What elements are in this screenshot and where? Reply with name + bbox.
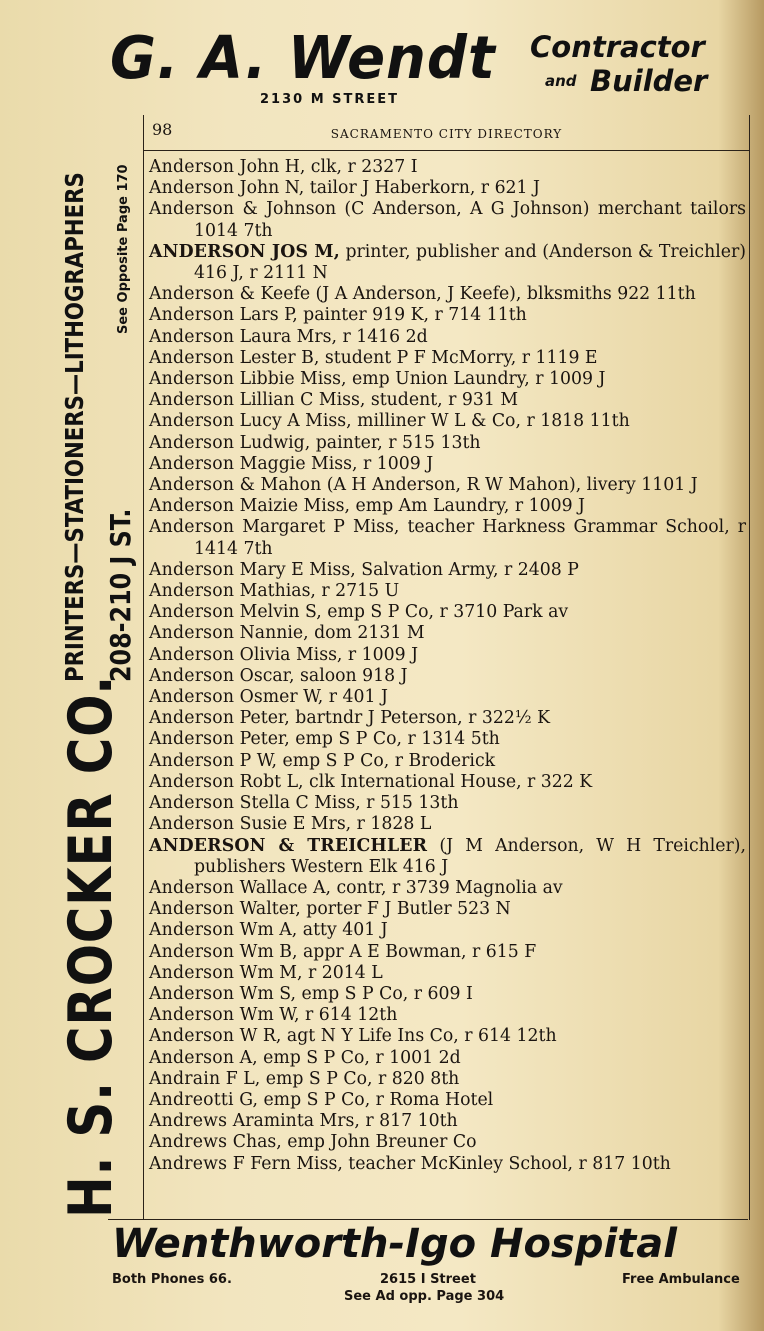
directory-entry	[149, 836, 746, 878]
directory-entry	[149, 242, 746, 284]
entry-name: Anderson	[149, 305, 235, 326]
wendt-trade-and: and	[545, 72, 577, 90]
entry-details: Chas, emp John Breuner Co	[227, 1132, 477, 1153]
directory-entry	[149, 157, 746, 178]
directory-entry	[149, 1111, 746, 1132]
entry-details: Araminta Mrs, r 817 10th	[227, 1111, 458, 1132]
entry-name: Anderson	[149, 644, 235, 665]
crocker-see-page: See Opposite Page 170	[116, 164, 131, 334]
entry-name: Anderson	[149, 559, 235, 580]
entry-name: Andrews	[149, 1153, 228, 1174]
entry-name: Anderson	[149, 517, 235, 538]
directory-entry	[149, 496, 746, 517]
entry-name: Anderson	[149, 623, 235, 644]
entry-details: Stella C Miss, r 515 13th	[234, 793, 459, 814]
wendt-trade-builder: Builder	[590, 64, 708, 98]
entry-details: Laura Mrs, r 1416 2d	[234, 326, 428, 347]
entry-details: Peter, emp S P Co, r 1314 5th	[234, 729, 500, 750]
directory-entry	[149, 1005, 746, 1026]
entry-details: Maggie Miss, r 1009 J	[234, 453, 434, 474]
entry-details: Lillian C Miss, student, r 931 M	[234, 390, 519, 411]
entry-details: (J M Anderson, W H Treichler), publishers Western Elk 416 J	[194, 835, 746, 877]
entry-name: Anderson	[149, 411, 235, 432]
directory-entry	[149, 645, 746, 666]
entry-name: Andrews	[149, 1111, 228, 1132]
directory-entry	[149, 687, 746, 708]
directory-entry	[149, 602, 746, 623]
hospital-ambulance: Free Ambulance	[622, 1272, 740, 1287]
directory-entry	[149, 284, 746, 305]
entry-name: Anderson	[149, 729, 235, 750]
directory-column	[143, 115, 750, 1220]
entry-name: Anderson	[149, 941, 235, 962]
directory-entry	[149, 560, 746, 581]
entry-name: Anderson	[149, 390, 235, 411]
directory-entry	[149, 878, 746, 899]
entry-details: Nannie, dom 2131 M	[234, 623, 425, 644]
entry-name: Andrain	[149, 1068, 221, 1089]
entry-details: Margaret P Miss, teacher Harkness Grammar School, r 1414 7th	[194, 517, 746, 559]
entry-details: Lester B, student P F McMorry, r 1119 E	[234, 347, 598, 368]
directory-entry	[149, 920, 746, 941]
entry-details: Lucy A Miss, milliner W L & Co, r 1818 11th	[234, 411, 630, 432]
crocker-trades: PRINTERS—STATIONERS—LITHOGRAPHERS	[60, 172, 89, 682]
directory-entry	[149, 751, 746, 772]
directory-entry	[149, 348, 746, 369]
entry-details: & Johnson (C Anderson, A G Johnson) merchant tailors 1014 7th	[194, 199, 746, 241]
entry-details: Walter, porter F J Butler 523 N	[234, 899, 511, 920]
entry-name: Anderson	[149, 983, 235, 1004]
entry-details: P W, emp S P Co, r Broderick	[234, 750, 496, 771]
entry-details: Wm B, appr A E Bowman, r 615 F	[234, 941, 537, 962]
entry-details: Ludwig, painter, r 515 13th	[234, 432, 481, 453]
header-rule	[144, 150, 749, 151]
hospital-name: Wenthworth-Igo Hospital	[112, 1221, 677, 1267]
entry-name: ANDERSON JOS M,	[149, 241, 340, 262]
directory-entry	[149, 729, 746, 750]
directory-entry	[149, 1090, 746, 1111]
directory-entry	[149, 984, 746, 1005]
entry-name: Anderson	[149, 432, 235, 453]
wendt-address: 2130 M STREET	[260, 92, 400, 107]
entry-details: Susie E Mrs, r 1828 L	[234, 814, 432, 835]
directory-entry	[149, 411, 746, 432]
directory-entry	[149, 581, 746, 602]
directory-entry	[149, 1154, 746, 1175]
directory-entry	[149, 1069, 746, 1090]
entry-name: Anderson	[149, 326, 235, 347]
directory-entry	[149, 666, 746, 687]
entry-name: ANDERSON & TREICHLER	[149, 835, 428, 856]
entry-name: Anderson	[149, 284, 235, 305]
wendt-advertisement	[110, 20, 760, 110]
entry-name: Anderson	[149, 453, 235, 474]
entry-details: Maizie Miss, emp Am Laundry, r 1009 J	[234, 496, 585, 517]
entry-name: Anderson	[149, 1026, 235, 1047]
entry-name: Anderson	[149, 793, 235, 814]
directory-entry	[149, 433, 746, 454]
entry-details: John N, tailor J Haberkorn, r 621 J	[234, 178, 540, 199]
crocker-address: 208-210 J ST.	[104, 508, 137, 682]
entry-name: Anderson	[149, 1005, 235, 1026]
directory-entry	[149, 305, 746, 326]
entry-name: Anderson	[149, 920, 235, 941]
entry-name: Anderson	[149, 199, 235, 220]
directory-entry	[149, 178, 746, 199]
entry-name: Anderson	[149, 347, 235, 368]
wendt-name: G. A. Wendt	[110, 24, 496, 93]
entry-name: Anderson	[149, 475, 235, 496]
entry-details: Wm S, emp S P Co, r 609 I	[234, 983, 473, 1004]
entry-name: Andreotti	[149, 1089, 234, 1110]
directory-entry	[149, 454, 746, 475]
directory-entry	[149, 899, 746, 920]
entry-name: Anderson	[149, 157, 235, 177]
entry-details: G, emp S P Co, r Roma Hotel	[233, 1089, 494, 1110]
entry-details: Wm A, atty 401 J	[234, 920, 388, 941]
entry-details: Peter, bartndr J Peterson, r 322½ K	[234, 708, 550, 729]
entry-name: Anderson	[149, 178, 235, 199]
footer-rule	[108, 1219, 748, 1220]
entry-name: Anderson	[149, 369, 235, 390]
entry-name: Anderson	[149, 602, 235, 623]
entry-name: Anderson	[149, 1047, 235, 1068]
entry-details: Melvin S, emp S P Co, r 3710 Park av	[234, 602, 569, 623]
entry-name: Andrews	[149, 1132, 228, 1153]
entry-details: F L, emp S P Co, r 820 8th	[220, 1068, 460, 1089]
entry-details: Libbie Miss, emp Union Laundry, r 1009 J	[234, 369, 606, 390]
entry-name: Anderson	[149, 771, 235, 792]
crocker-advertisement	[56, 118, 140, 1218]
directory-entry	[149, 708, 746, 729]
directory-entry	[149, 517, 746, 559]
entry-details: Wallace A, contr, r 3739 Magnolia av	[234, 877, 563, 898]
entry-details: Oscar, saloon 918 J	[234, 665, 408, 686]
directory-entry	[149, 1026, 746, 1047]
directory-entry	[149, 772, 746, 793]
running-title: SACRAMENTO CITY DIRECTORY	[330, 127, 563, 141]
directory-entry	[149, 942, 746, 963]
directory-entry	[149, 1048, 746, 1069]
directory-entry	[149, 327, 746, 348]
entry-name: Anderson	[149, 581, 235, 602]
directory-entry	[149, 369, 746, 390]
entry-details: Lars P, painter 919 K, r 714 11th	[234, 305, 527, 326]
entry-details: & Mahon (A H Anderson, R W Mahon), livery 1101 J	[234, 475, 698, 496]
hospital-phones: Both Phones 66.	[112, 1272, 232, 1287]
wendt-trade-contractor: Contractor	[530, 30, 705, 64]
directory-entry	[149, 793, 746, 814]
entry-name: Anderson	[149, 962, 235, 983]
crocker-name: H. S. CROCKER CO.	[56, 675, 126, 1218]
entry-name: Anderson	[149, 665, 235, 686]
entry-name: Anderson	[149, 877, 235, 898]
entry-details: Robt L, clk International House, r 322 K	[234, 771, 593, 792]
directory-entry	[149, 623, 746, 644]
page-number: 98	[152, 120, 173, 139]
entry-details: Osmer W, r 401 J	[234, 687, 388, 708]
hospital-address: 2615 I Street	[380, 1272, 476, 1287]
entry-details: & Keefe (J A Anderson, J Keefe), blksmiths 922 11th	[234, 284, 696, 305]
directory-entry	[149, 1132, 746, 1153]
entry-details: Olivia Miss, r 1009 J	[234, 644, 419, 665]
hospital-see-page: See Ad opp. Page 304	[344, 1289, 505, 1304]
entry-details: Mary E Miss, Salvation Army, r 2408 P	[234, 559, 579, 580]
entry-name: Anderson	[149, 814, 235, 835]
entry-details: John H, clk, r 2327 I	[234, 157, 418, 177]
entry-name: Anderson	[149, 750, 235, 771]
entry-details: W R, agt N Y Life Ins Co, r 614 12th	[234, 1026, 557, 1047]
entry-details: F Fern Miss, teacher McKinley School, r 817 10th	[227, 1153, 671, 1174]
entry-details: Wm W, r 614 12th	[234, 1005, 398, 1026]
directory-entry	[149, 963, 746, 984]
directory-entry	[149, 475, 746, 496]
entry-name: Anderson	[149, 899, 235, 920]
entry-details: A, emp S P Co, r 1001 2d	[234, 1047, 461, 1068]
directory-entry	[149, 390, 746, 411]
entry-details: printer, publisher and (Anderson & Treichler) 416 J, r 2111 N	[194, 241, 747, 284]
directory-entry	[149, 199, 746, 241]
entry-name: Anderson	[149, 708, 235, 729]
directory-entries	[149, 157, 746, 1175]
entry-details: Mathias, r 2715 U	[234, 581, 400, 602]
entry-name: Anderson	[149, 687, 235, 708]
entry-details: Wm M, r 2014 L	[234, 962, 383, 983]
entry-name: Anderson	[149, 496, 235, 517]
directory-entry	[149, 814, 746, 835]
